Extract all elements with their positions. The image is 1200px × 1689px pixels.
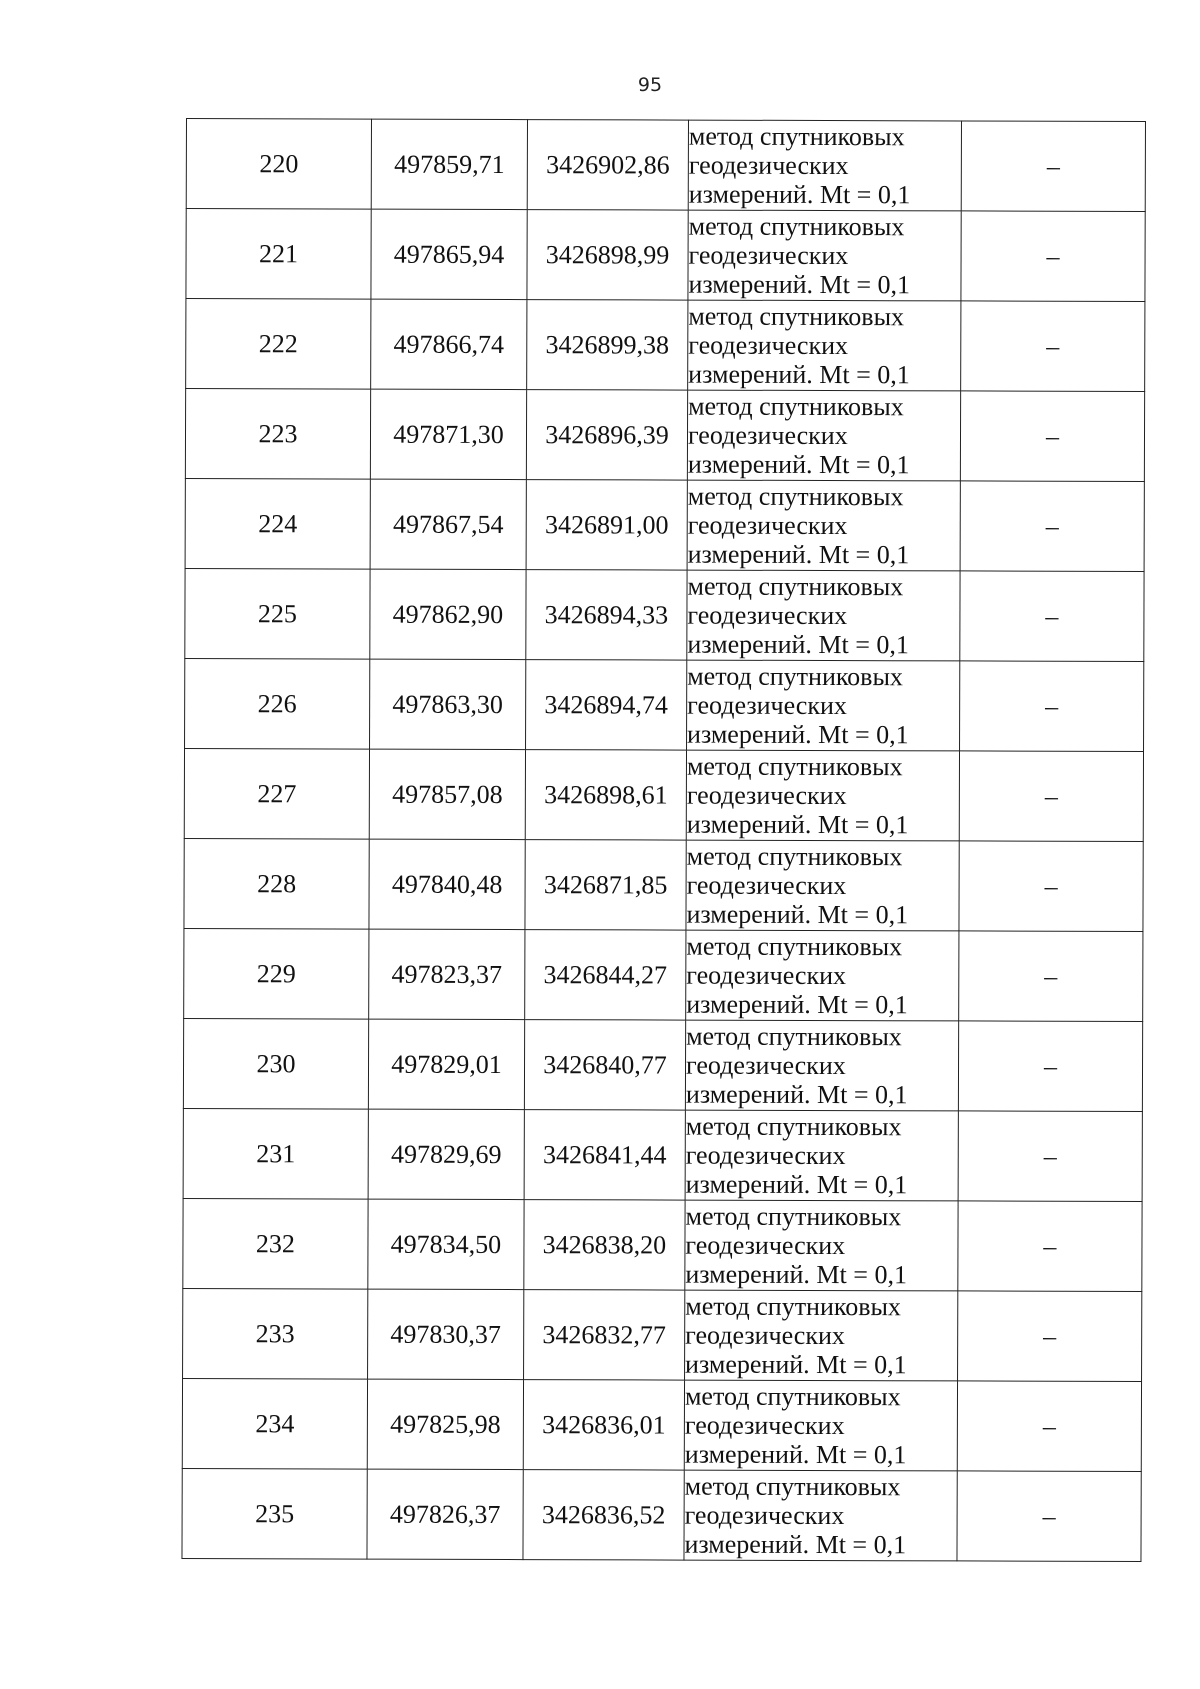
y-coordinate-cell: 3426902,86 <box>527 120 688 211</box>
method-line: метод спутниковых <box>687 571 904 602</box>
y-coordinate-cell: 3426840,77 <box>524 1020 685 1111</box>
y-coordinate-cell: 3426836,52 <box>523 1470 684 1561</box>
point-number-cell: 229 <box>184 928 369 1019</box>
method-line: измерений. Mt = 0,1 <box>684 1439 907 1470</box>
method-line: измерений. Mt = 0,1 <box>684 1529 907 1560</box>
table-row <box>185 568 1144 661</box>
method-line: метод спутниковых <box>687 661 903 692</box>
method-line: метод спутниковых <box>685 1201 902 1232</box>
method-line: геодезических <box>685 1230 846 1261</box>
x-coordinate-cell: 497863,30 <box>370 659 526 749</box>
point-number-cell: 226 <box>185 658 370 749</box>
method-line: геодезических <box>685 1050 846 1081</box>
x-coordinate-cell: 497857,08 <box>369 749 525 839</box>
coordinates-table <box>181 118 1146 1562</box>
method-line: геодезических <box>684 1410 845 1441</box>
point-number-cell: 220 <box>186 119 371 210</box>
page-number: 95 <box>637 74 663 96</box>
y-coordinate-cell: 3426838,20 <box>524 1200 685 1291</box>
method-line: метод спутниковых <box>687 481 904 512</box>
point-number-cell: 221 <box>186 209 371 300</box>
method-line: геодезических <box>687 510 848 541</box>
method-line: геодезических <box>688 150 849 181</box>
note-cell: – <box>958 1201 1142 1292</box>
table-row <box>183 1018 1142 1111</box>
method-line: метод спутниковых <box>688 121 905 152</box>
method-cell <box>685 1200 958 1291</box>
point-number-cell: 235 <box>182 1468 367 1559</box>
table-row <box>185 389 1144 482</box>
method-line: геодезических <box>685 1320 845 1351</box>
x-coordinate-cell: 497867,54 <box>370 479 526 569</box>
note-cell: – <box>961 121 1145 212</box>
y-coordinate-cell: 3426871,85 <box>525 840 686 931</box>
method-line: геодезических <box>686 870 847 901</box>
point-number-cell: 232 <box>183 1198 368 1289</box>
table-row <box>185 658 1144 751</box>
x-coordinate-cell: 497829,01 <box>368 1019 524 1109</box>
point-number-cell: 233 <box>183 1288 368 1379</box>
y-coordinate-cell: 3426891,00 <box>526 480 687 571</box>
table-row <box>183 1288 1142 1381</box>
note-cell: – <box>959 841 1143 932</box>
x-coordinate-cell: 497866,74 <box>371 299 527 389</box>
table-row <box>186 209 1145 302</box>
method-line: метод спутниковых <box>684 1471 901 1502</box>
y-coordinate-cell: 3426896,39 <box>526 390 687 481</box>
method-line: метод спутниковых <box>686 931 903 962</box>
x-coordinate-cell: 497840,48 <box>369 839 525 929</box>
method-cell <box>684 1380 957 1471</box>
method-line: измерений. Mt = 0,1 <box>687 449 910 480</box>
x-coordinate-cell: 497830,37 <box>368 1289 524 1379</box>
x-coordinate-cell: 497826,37 <box>367 1469 523 1559</box>
method-line: геодезических <box>687 690 847 721</box>
method-line: геодезических <box>687 600 848 631</box>
method-cell <box>688 210 961 301</box>
method-line: метод спутниковых <box>686 841 903 872</box>
note-cell: – <box>960 661 1144 752</box>
y-coordinate-cell: 3426894,74 <box>526 660 687 751</box>
table-row <box>182 1468 1141 1561</box>
point-number-cell: 227 <box>184 748 369 839</box>
method-line: метод спутниковых <box>684 1381 901 1412</box>
x-coordinate-cell: 497865,94 <box>371 209 527 299</box>
table-row <box>182 1378 1141 1471</box>
point-number-cell: 231 <box>183 1108 368 1199</box>
point-number-cell: 225 <box>185 568 370 659</box>
method-cell <box>685 1290 958 1381</box>
x-coordinate-cell: 497859,71 <box>371 119 527 209</box>
table-row <box>185 478 1144 571</box>
table-row <box>184 838 1143 931</box>
method-line: геодезических <box>685 1140 846 1171</box>
method-line: измерений. Mt = 0,1 <box>687 719 909 750</box>
method-line: геодезических <box>686 960 847 991</box>
point-number-cell: 228 <box>184 838 369 929</box>
method-line: геодезических <box>688 240 849 271</box>
method-line: метод спутниковых <box>685 1111 902 1142</box>
y-coordinate-cell: 3426832,77 <box>524 1290 685 1381</box>
table-row <box>183 1108 1142 1201</box>
method-cell <box>685 1020 958 1111</box>
x-coordinate-cell: 497825,98 <box>367 1379 523 1469</box>
method-line: измерений. Mt = 0,1 <box>686 989 908 1020</box>
note-cell: – <box>960 391 1144 482</box>
note-cell: – <box>960 571 1144 662</box>
y-coordinate-cell: 3426898,99 <box>527 210 688 301</box>
note-cell: – <box>961 211 1145 302</box>
method-line: измерений. Mt = 0,1 <box>686 809 909 840</box>
y-coordinate-cell: 3426836,01 <box>523 1380 684 1471</box>
method-cell <box>685 1110 958 1201</box>
method-line: геодезических <box>687 420 848 451</box>
note-cell: – <box>958 1021 1142 1112</box>
method-cell <box>686 840 959 931</box>
method-line: геодезических <box>684 1500 845 1531</box>
point-number-cell: 224 <box>185 478 370 569</box>
point-number-cell: 234 <box>182 1378 367 1469</box>
note-cell: – <box>957 1381 1141 1472</box>
note-cell: – <box>959 931 1143 1022</box>
note-cell: – <box>959 751 1143 842</box>
method-cell <box>688 120 961 211</box>
method-cell <box>687 390 960 481</box>
note-cell: – <box>958 1111 1142 1202</box>
x-coordinate-cell: 497829,69 <box>368 1109 524 1199</box>
method-line: измерений. Mt = 0,1 <box>687 539 910 570</box>
method-line: геодезических <box>688 330 849 361</box>
method-line: измерений. Mt = 0,1 <box>685 1079 908 1110</box>
y-coordinate-cell: 3426898,61 <box>525 750 686 841</box>
note-cell: – <box>961 301 1145 392</box>
method-line: измерений. Mt = 0,1 <box>688 359 910 390</box>
x-coordinate-cell: 497862,90 <box>370 569 526 659</box>
y-coordinate-cell: 3426841,44 <box>524 1110 685 1201</box>
method-cell <box>684 1470 957 1561</box>
y-coordinate-cell: 3426844,27 <box>525 930 686 1021</box>
method-cell <box>687 570 960 661</box>
method-line: метод спутниковых <box>688 211 905 242</box>
table-row <box>183 1198 1142 1291</box>
method-line: метод спутниковых <box>685 1291 902 1322</box>
method-line: измерений. Mt = 0,1 <box>687 629 910 660</box>
method-cell <box>687 660 960 751</box>
method-line: метод спутниковых <box>686 1021 902 1052</box>
method-line: метод спутниковых <box>688 391 904 422</box>
coordinates-table-body <box>182 119 1146 1562</box>
method-cell <box>688 300 961 391</box>
method-line: геодезических <box>686 780 847 811</box>
note-cell: – <box>960 481 1144 572</box>
method-line: измерений. Mt = 0,1 <box>686 899 909 930</box>
table-row <box>186 119 1145 212</box>
table-row <box>186 299 1145 392</box>
method-line: метод спутниковых <box>688 301 905 332</box>
method-line: измерений. Mt = 0,1 <box>685 1259 908 1290</box>
y-coordinate-cell: 3426894,33 <box>526 570 687 661</box>
point-number-cell: 223 <box>185 389 370 480</box>
method-line: метод спутниковых <box>686 751 903 782</box>
y-coordinate-cell: 3426899,38 <box>527 300 688 391</box>
x-coordinate-cell: 497871,30 <box>370 389 526 479</box>
method-cell <box>686 750 959 841</box>
table-row <box>184 748 1143 841</box>
method-line: измерений. Mt = 0,1 <box>685 1349 907 1380</box>
x-coordinate-cell: 497823,37 <box>369 929 525 1019</box>
x-coordinate-cell: 497834,50 <box>368 1199 524 1289</box>
point-number-cell: 230 <box>183 1018 368 1109</box>
method-line: измерений. Mt = 0,1 <box>685 1169 908 1200</box>
note-cell: – <box>958 1291 1142 1382</box>
method-line: измерений. Mt = 0,1 <box>688 269 911 300</box>
point-number-cell: 222 <box>186 299 371 390</box>
table-row <box>184 928 1143 1021</box>
method-line: измерений. Mt = 0,1 <box>688 179 911 210</box>
method-cell <box>687 480 960 571</box>
method-cell <box>686 930 959 1021</box>
note-cell: – <box>957 1471 1141 1562</box>
